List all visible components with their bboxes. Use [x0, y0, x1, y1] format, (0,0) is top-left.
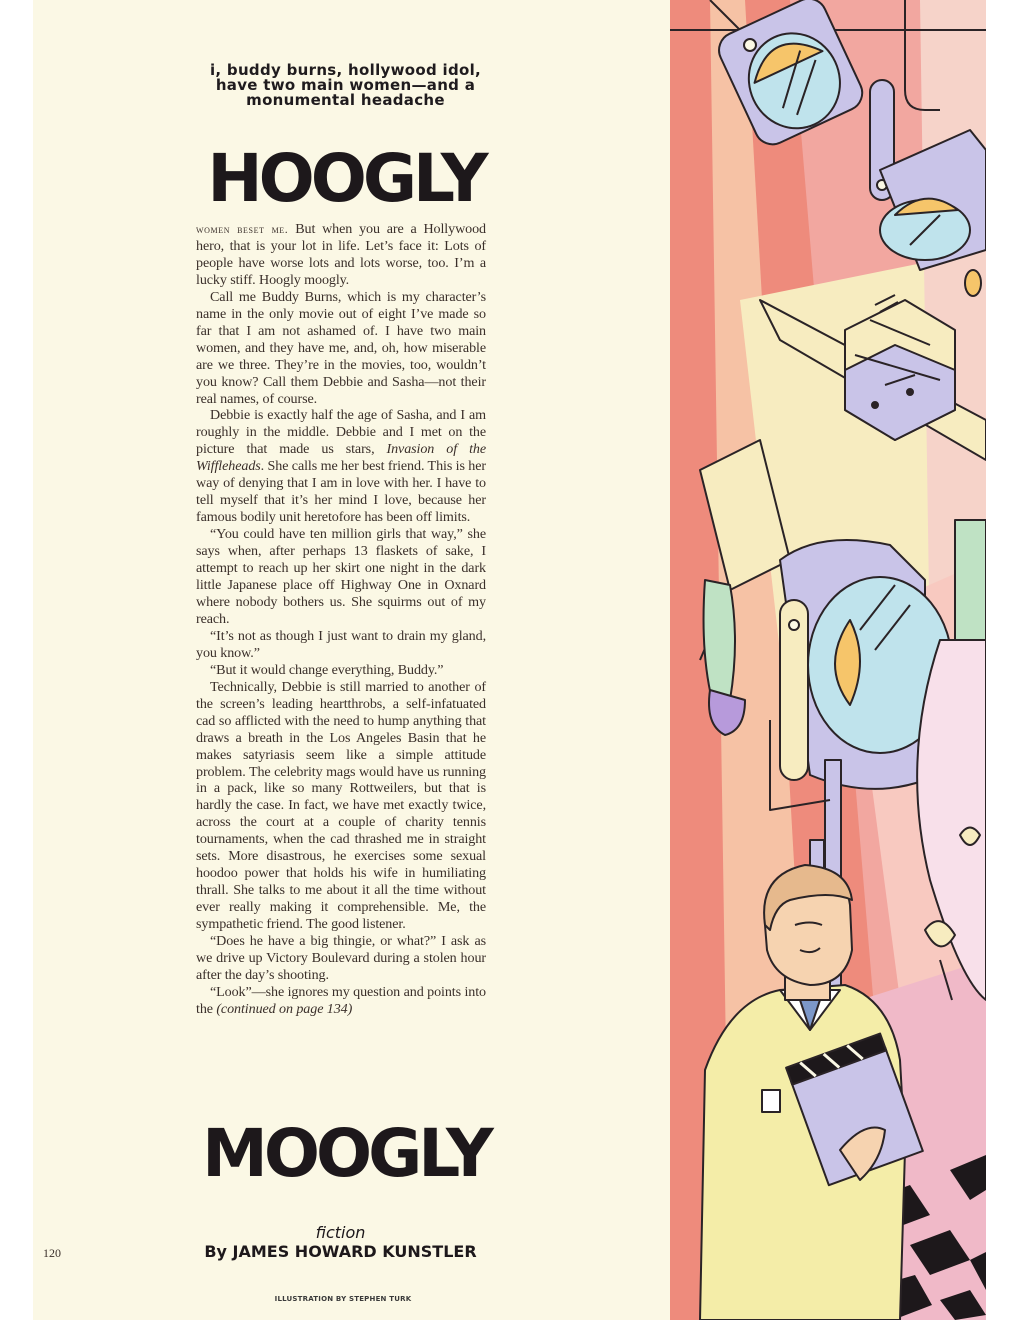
article-title-moogly: MOOGLY [202, 1115, 490, 1192]
byline [183, 1224, 498, 1261]
glove-icon [704, 580, 735, 700]
badge [762, 1090, 780, 1112]
paragraph-4: “You could have ten million girls that way,” she says when, after perhaps 13 flaskets of sake, I attempt to reach up her skirt one night in the dark little Japanese place off Highway One in Oxnard where nobody bothers us. She squirms out of my reach. [196, 526, 486, 627]
article-body [196, 221, 486, 1018]
genre-label: fiction [315, 1223, 366, 1242]
continued-note: (continued on page 134) [216, 1000, 353, 1017]
magazine-page [33, 0, 986, 1320]
author-name: By JAMES HOWARD KUNSTLER [204, 1242, 477, 1261]
paragraph-2: Call me Buddy Burns, which is my character’s name in the only movie out of eight I’ve made so far that I am not ashamed of. I have two main women, and they have me, and, oh, how miserable are we three. They’re in the movies, too, wouldn’t you know? Call them Debbie and Sasha—not their real names, of course. [196, 288, 486, 407]
paragraph-8: “Does he have a big thingie, or what?” I ask as we drive up Victory Boulevard during a stolen hour after the day’s shooting. [196, 933, 486, 983]
paragraph-1: women beset me. But when you are a Hollywood hero, that is your lot in life. Let’s face it: Lots of people have worse lots and lots worse, too. I’m a lucky stiff. Hoogly moogly. [196, 221, 486, 288]
illustration-credit: ILLUSTRATION BY STEPHEN TURK [274, 1295, 412, 1303]
paragraph-5: “It’s not as though I just want to drain my gland, you know.” [196, 627, 486, 661]
paragraph-9: “Look”—she ignores my question and points into the (continued on page 134) [196, 983, 486, 1017]
article-deck: i, buddy burns, hollywood idol, have two main women—and a monumental headache [209, 61, 482, 109]
film-title: Invasion of the Wiffleheads [196, 441, 486, 475]
page-number: 120 [43, 1246, 61, 1260]
paragraph-3: Debbie is exactly half the age of Sasha, and I am roughly in the middle. Debbie and I met on the picture that made us stars, Invasion of the Wiffleheads. She calls me her best friend. This is her way of denying that I am in love with her. I have to tell myself that it’s her mind I love, because her famous bodily unit heretofore has been off limits. [196, 407, 486, 526]
paragraph-7: Technically, Debbie is still married to another of the screen’s leading heartthrobs, a self-infatuated cad so afflicted with the need to hump anything that draws a breath in the Los Angeles Basin that he makes satyriasis seem like a simple attitude problem. The celebrity mags would have us running in a pack, like so many Rottweilers, but that is hardly the case. In fact, we have met exactly twice, across the court at a couple of charity tennis tournaments, when the cad thrashed me in straight sets. More disastrous, he exercises some sexual hoodoo power that holds his wife in humiliating thrall. She talks to me about it all the time without ever really making it comprehensible. Me, the sympathetic friend. The good listener. [196, 678, 486, 933]
lead-in: women beset me. [196, 222, 289, 236]
film-set-illustration [670, 0, 986, 1320]
paragraph-6: “But it would change everything, Buddy.” [210, 661, 444, 678]
article-title-hoogly: HOOGLY [207, 140, 485, 217]
